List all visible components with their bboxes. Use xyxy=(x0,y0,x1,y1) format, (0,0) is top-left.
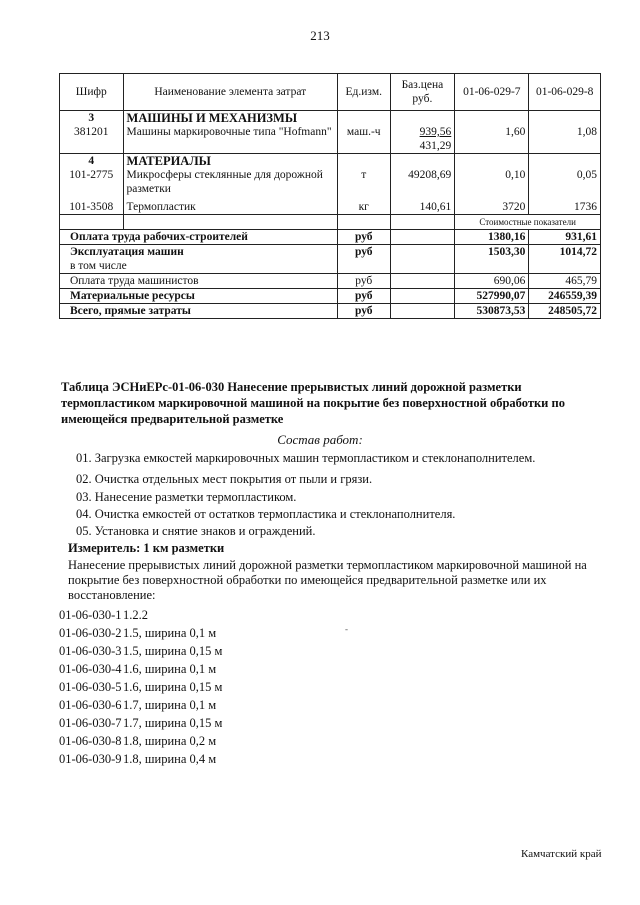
section-row xyxy=(60,154,601,169)
variant-text: 1.8, ширина 0,4 м xyxy=(123,752,217,766)
summary-col-a: 530873,53 xyxy=(455,304,529,319)
summary-col-b: 246559,39 xyxy=(529,289,601,304)
variant-text: 1.5, ширина 0,15 м xyxy=(123,644,223,658)
row-code: 101-2775 xyxy=(60,168,124,196)
summary-label: Всего, прямые затраты xyxy=(60,304,338,319)
row-col-a: 3720 xyxy=(455,196,529,215)
row-name: Микросферы стеклянные для дорожной разметки xyxy=(123,168,337,196)
table-row xyxy=(60,125,601,154)
table-row xyxy=(60,168,601,196)
stray-mark: - xyxy=(345,624,348,634)
description: Нанесение прерывистых линий дорожной разметки термопластиком маркировочной машиной на покрытие без поверхностной обработки по имеющейся предварительной разметке или их восстановление: xyxy=(68,558,587,602)
work-item: 05. Установка и снятие знаков и ограждений. xyxy=(76,524,316,538)
summary-row xyxy=(60,245,601,260)
summary-col-b: 1014,72 xyxy=(529,245,601,260)
footer-region: Камчатский край xyxy=(521,848,602,860)
summary-unit: руб xyxy=(337,304,390,319)
row-price: 140,61 xyxy=(390,196,455,215)
variant-text: 1.5, ширина 0,1 м xyxy=(123,626,217,640)
summary-sub-label: в том числе xyxy=(60,259,338,274)
summary-label: Эксплуатация машин xyxy=(60,245,338,260)
summary-col-b: 931,61 xyxy=(529,230,601,245)
list-item xyxy=(59,734,216,749)
summary-col-b: 465,79 xyxy=(529,274,601,289)
variant-code: 01-06-030-1 xyxy=(59,608,122,622)
header-code: Шифр xyxy=(60,74,124,111)
row-col-b: 1,08 xyxy=(529,125,601,154)
summary-row xyxy=(60,304,601,319)
row-unit: маш.-ч xyxy=(337,125,390,154)
header-unit: Ед.изм. xyxy=(337,74,390,111)
summary-unit: руб xyxy=(337,245,390,260)
summary-unit: руб xyxy=(337,230,390,245)
row-unit: т xyxy=(337,168,390,196)
row-code: 101-3508 xyxy=(60,196,124,215)
summary-col-a: 527990,07 xyxy=(455,289,529,304)
variant-code: 01-06-030-3 xyxy=(59,644,122,658)
section-row xyxy=(60,111,601,126)
section-number: 4 xyxy=(60,154,124,169)
header-name: Наименование элемента затрат xyxy=(123,74,337,111)
work-item: 03. Нанесение разметки термопластиком. xyxy=(76,490,297,504)
list-item xyxy=(59,752,216,767)
list-item xyxy=(59,626,216,641)
row-price: 49208,69 xyxy=(390,168,455,196)
price-value: 939,56 xyxy=(419,126,452,138)
summary-col-a: 1503,30 xyxy=(455,245,529,260)
list-item xyxy=(59,644,222,659)
summary-row xyxy=(60,230,601,245)
variant-text: 1.6, ширина 0,15 м xyxy=(123,680,223,694)
section-title: МАШИНЫ И МЕХАНИЗМЫ xyxy=(123,111,337,126)
work-item: 01. Загрузка емкостей маркировочных машин термопластиком и стеклонаполнителем. xyxy=(76,451,536,465)
list-item xyxy=(59,716,222,731)
row-col-a: 1,60 xyxy=(455,125,529,154)
variant-text: 1.6, ширина 0,1 м xyxy=(123,662,217,676)
variant-text: 1.2.2 xyxy=(123,608,148,622)
summary-row xyxy=(60,289,601,304)
list-item xyxy=(59,608,148,623)
list-item xyxy=(59,698,216,713)
summary-col-b: 248505,72 xyxy=(529,304,601,319)
variant-text: 1.7, ширина 0,1 м xyxy=(123,698,217,712)
header-col-b: 01-06-029-8 xyxy=(529,74,601,111)
row-col-b: 1736 xyxy=(529,196,601,215)
table-header-row xyxy=(60,74,601,111)
variant-code: 01-06-030-9 xyxy=(59,752,122,766)
work-item: 04. Очистка емкостей от остатков термопластика и стеклонаполнителя. xyxy=(76,507,456,521)
sostav-title: Состав работ: xyxy=(277,432,363,447)
table-heading: Таблица ЭСНиЕРс-01-06-030 Нанесение прерывистых линий дорожной разметки термопластиком маркировочной машиной на покрытие без поверхностной обработки по имеющейся предварительной разметке xyxy=(61,380,565,426)
summary-col-a: 690,06 xyxy=(455,274,529,289)
summary-label: Оплата труда машинистов xyxy=(60,274,338,289)
variant-text: 1.8, ширина 0,2 м xyxy=(123,734,217,748)
page-number: 213 xyxy=(310,28,330,43)
row-col-a: 0,10 xyxy=(455,168,529,196)
section-number: 3 xyxy=(60,111,124,126)
summary-col-a: 1380,16 xyxy=(455,230,529,245)
row-name: Машины маркировочные типа "Hofmann" xyxy=(123,125,337,154)
summary-sub-row xyxy=(60,259,601,274)
summary-label: Материальные ресурсы xyxy=(60,289,338,304)
row-name: Термопластик xyxy=(123,196,337,215)
price-value-2: 431,29 xyxy=(419,140,452,152)
table-row xyxy=(60,196,601,215)
work-item: 02. Очистка отдельных мест покрытия от пыли и грязи. xyxy=(76,472,373,486)
stoim-header-row xyxy=(60,215,601,230)
summary-row xyxy=(60,274,601,289)
variant-code: 01-06-030-5 xyxy=(59,680,122,694)
row-code: 381201 xyxy=(60,125,124,154)
list-item xyxy=(59,662,216,677)
variant-code: 01-06-030-7 xyxy=(59,716,122,730)
stoim-label: Стоимостные показатели xyxy=(455,215,601,230)
row-unit: кг xyxy=(337,196,390,215)
variant-code: 01-06-030-4 xyxy=(59,662,122,676)
summary-unit: руб xyxy=(337,274,390,289)
izmeritel: Измеритель: 1 км разметки xyxy=(68,541,225,555)
section-title: МАТЕРИАЛЫ xyxy=(123,154,337,169)
header-col-a: 01-06-029-7 xyxy=(455,74,529,111)
header-price: Баз.цена руб. xyxy=(390,74,455,111)
summary-unit: руб xyxy=(337,289,390,304)
variant-text: 1.7, ширина 0,15 м xyxy=(123,716,223,730)
summary-label: Оплата труда рабочих-строителей xyxy=(60,230,338,245)
variant-code: 01-06-030-2 xyxy=(59,626,122,640)
row-price xyxy=(390,125,455,154)
variant-code: 01-06-030-6 xyxy=(59,698,122,712)
row-col-b: 0,05 xyxy=(529,168,601,196)
list-item xyxy=(59,680,222,695)
cost-table xyxy=(59,73,601,319)
variant-code: 01-06-030-8 xyxy=(59,734,122,748)
